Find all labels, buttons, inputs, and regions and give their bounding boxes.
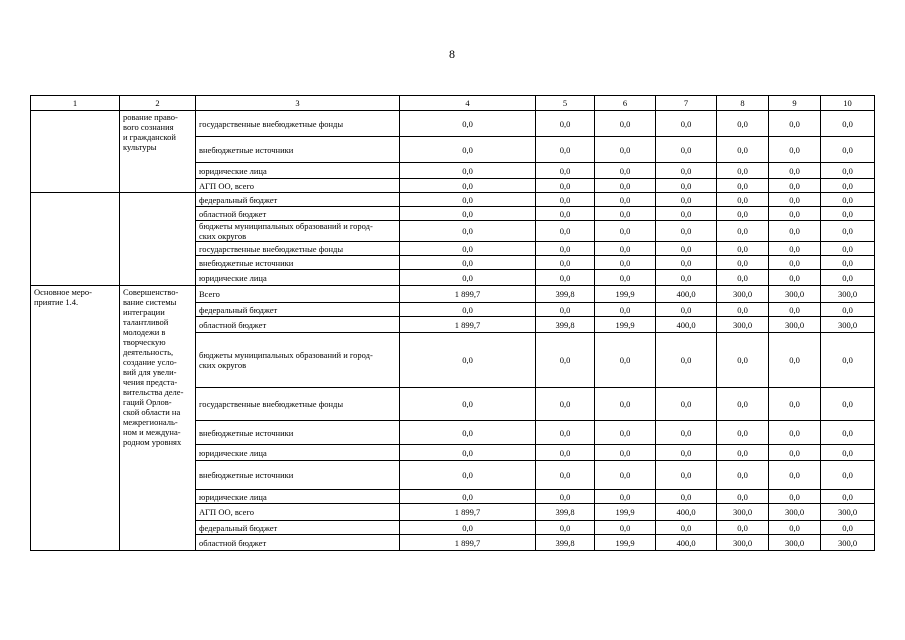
value-cell: 0,0 xyxy=(595,221,656,242)
value-cell: 0,0 xyxy=(717,179,769,193)
value-cell: 0,0 xyxy=(821,111,875,137)
value-cell: 0,0 xyxy=(400,221,536,242)
value-cell: 0,0 xyxy=(717,242,769,256)
value-cell: 399,8 xyxy=(536,504,595,521)
value-cell: 0,0 xyxy=(595,333,656,388)
funding-source-cell: внебюджетные источники xyxy=(196,461,400,490)
value-cell: 0,0 xyxy=(400,461,536,490)
value-cell: 300,0 xyxy=(821,535,875,551)
column-header: 1 xyxy=(31,96,120,111)
value-cell: 0,0 xyxy=(400,242,536,256)
value-cell: 0,0 xyxy=(717,521,769,535)
funding-source-cell: государственные внебюджетные фонды xyxy=(196,388,400,421)
value-cell: 199,9 xyxy=(595,317,656,333)
funding-source-cell: государственные внебюджетные фонды xyxy=(196,111,400,137)
value-cell: 0,0 xyxy=(717,461,769,490)
funding-source-cell: внебюджетные источники xyxy=(196,256,400,270)
value-cell: 0,0 xyxy=(400,445,536,461)
value-cell: 0,0 xyxy=(717,256,769,270)
value-cell: 0,0 xyxy=(769,333,821,388)
value-cell: 0,0 xyxy=(769,111,821,137)
value-cell: 0,0 xyxy=(769,256,821,270)
description-cell: Совершенство- вание системы интеграции талантливой молодежи в творческую деятельность, создание усло- вий для увели- чения предста- вительства деле- гаций Орлов- ской области на межрегиональ- ном и междуна- родном уровнях xyxy=(120,286,196,551)
funding-source-cell: АГП ОО, всего xyxy=(196,504,400,521)
column-header: 3 xyxy=(196,96,400,111)
value-cell: 0,0 xyxy=(656,388,717,421)
value-cell: 0,0 xyxy=(769,163,821,179)
value-cell: 0,0 xyxy=(769,137,821,163)
value-cell: 0,0 xyxy=(595,256,656,270)
value-cell: 0,0 xyxy=(400,333,536,388)
value-cell: 0,0 xyxy=(656,461,717,490)
column-header: 6 xyxy=(595,96,656,111)
funding-source-cell: федеральный бюджет xyxy=(196,521,400,535)
value-cell: 0,0 xyxy=(656,242,717,256)
value-cell: 399,8 xyxy=(536,535,595,551)
column-header: 10 xyxy=(821,96,875,111)
value-cell: 0,0 xyxy=(656,207,717,221)
value-cell: 0,0 xyxy=(536,388,595,421)
value-cell: 0,0 xyxy=(536,221,595,242)
funding-source-cell: юридические лица xyxy=(196,445,400,461)
value-cell: 199,9 xyxy=(595,504,656,521)
value-cell: 0,0 xyxy=(400,256,536,270)
value-cell: 0,0 xyxy=(595,207,656,221)
funding-source-cell: бюджеты муниципальных образований и город- ских округов xyxy=(196,333,400,388)
value-cell: 0,0 xyxy=(400,388,536,421)
funding-source-cell: внебюджетные источники xyxy=(196,421,400,445)
value-cell: 0,0 xyxy=(595,490,656,504)
table-row xyxy=(31,286,875,303)
funding-source-cell: бюджеты муниципальных образований и город- ских округов xyxy=(196,221,400,242)
value-cell: 0,0 xyxy=(769,461,821,490)
value-cell: 0,0 xyxy=(536,445,595,461)
value-cell: 0,0 xyxy=(821,490,875,504)
value-cell: 1 899,7 xyxy=(400,504,536,521)
value-cell: 0,0 xyxy=(717,207,769,221)
value-cell: 0,0 xyxy=(536,137,595,163)
funding-source-cell: юридические лица xyxy=(196,490,400,504)
value-cell: 0,0 xyxy=(769,421,821,445)
value-cell: 0,0 xyxy=(769,445,821,461)
value-cell: 0,0 xyxy=(821,193,875,207)
value-cell: 199,9 xyxy=(595,535,656,551)
value-cell: 0,0 xyxy=(656,111,717,137)
value-cell: 0,0 xyxy=(821,163,875,179)
value-cell: 0,0 xyxy=(400,490,536,504)
value-cell: 0,0 xyxy=(595,137,656,163)
funding-source-cell: АГП ОО, всего xyxy=(196,179,400,193)
value-cell: 0,0 xyxy=(717,111,769,137)
value-cell: 0,0 xyxy=(536,303,595,317)
funding-source-cell: юридические лица xyxy=(196,270,400,286)
value-cell: 0,0 xyxy=(656,221,717,242)
value-cell: 300,0 xyxy=(769,504,821,521)
value-cell: 399,8 xyxy=(536,317,595,333)
value-cell: 0,0 xyxy=(595,242,656,256)
header-row xyxy=(31,96,875,111)
value-cell: 0,0 xyxy=(536,193,595,207)
value-cell: 0,0 xyxy=(769,221,821,242)
value-cell: 0,0 xyxy=(656,303,717,317)
value-cell: 400,0 xyxy=(656,504,717,521)
value-cell: 0,0 xyxy=(595,179,656,193)
value-cell: 0,0 xyxy=(536,461,595,490)
value-cell: 199,9 xyxy=(595,286,656,303)
value-cell: 0,0 xyxy=(717,303,769,317)
value-cell: 300,0 xyxy=(717,535,769,551)
value-cell: 0,0 xyxy=(656,270,717,286)
value-cell: 0,0 xyxy=(595,445,656,461)
value-cell: 0,0 xyxy=(717,388,769,421)
column-header: 7 xyxy=(656,96,717,111)
value-cell: 0,0 xyxy=(656,193,717,207)
column-header: 4 xyxy=(400,96,536,111)
value-cell: 0,0 xyxy=(821,303,875,317)
value-cell: 0,0 xyxy=(821,256,875,270)
value-cell: 0,0 xyxy=(656,521,717,535)
value-cell: 0,0 xyxy=(400,163,536,179)
value-cell: 0,0 xyxy=(821,137,875,163)
value-cell: 300,0 xyxy=(821,317,875,333)
value-cell: 0,0 xyxy=(821,221,875,242)
activity-cell: Основное меро- приятие 1.4. xyxy=(31,286,120,551)
value-cell: 0,0 xyxy=(769,193,821,207)
value-cell: 0,0 xyxy=(717,421,769,445)
value-cell: 1 899,7 xyxy=(400,317,536,333)
column-header: 5 xyxy=(536,96,595,111)
value-cell: 0,0 xyxy=(821,179,875,193)
value-cell: 0,0 xyxy=(717,137,769,163)
value-cell: 0,0 xyxy=(821,242,875,256)
value-cell: 0,0 xyxy=(400,111,536,137)
value-cell: 0,0 xyxy=(821,421,875,445)
value-cell: 1 899,7 xyxy=(400,535,536,551)
value-cell: 0,0 xyxy=(717,490,769,504)
value-cell: 0,0 xyxy=(717,270,769,286)
value-cell: 0,0 xyxy=(400,421,536,445)
funding-source-cell: областной бюджет xyxy=(196,535,400,551)
activity-cell xyxy=(31,193,120,286)
value-cell: 0,0 xyxy=(656,256,717,270)
funding-source-cell: федеральный бюджет xyxy=(196,193,400,207)
value-cell: 0,0 xyxy=(536,333,595,388)
value-cell: 0,0 xyxy=(769,207,821,221)
value-cell: 0,0 xyxy=(769,242,821,256)
value-cell: 0,0 xyxy=(536,256,595,270)
value-cell: 300,0 xyxy=(717,504,769,521)
column-header: 9 xyxy=(769,96,821,111)
value-cell: 0,0 xyxy=(595,163,656,179)
value-cell: 0,0 xyxy=(536,179,595,193)
value-cell: 0,0 xyxy=(717,221,769,242)
funding-source-cell: областной бюджет xyxy=(196,207,400,221)
value-cell: 0,0 xyxy=(656,445,717,461)
value-cell: 0,0 xyxy=(656,333,717,388)
value-cell: 0,0 xyxy=(536,242,595,256)
value-cell: 0,0 xyxy=(656,163,717,179)
value-cell: 0,0 xyxy=(400,521,536,535)
value-cell: 0,0 xyxy=(400,270,536,286)
value-cell: 0,0 xyxy=(769,303,821,317)
funding-source-cell: юридические лица xyxy=(196,163,400,179)
value-cell: 0,0 xyxy=(821,207,875,221)
value-cell: 0,0 xyxy=(717,333,769,388)
value-cell: 300,0 xyxy=(717,286,769,303)
funding-source-cell: внебюджетные источники xyxy=(196,137,400,163)
value-cell: 300,0 xyxy=(821,504,875,521)
value-cell: 0,0 xyxy=(656,179,717,193)
value-cell: 300,0 xyxy=(821,286,875,303)
value-cell: 0,0 xyxy=(769,490,821,504)
value-cell: 399,8 xyxy=(536,286,595,303)
value-cell: 0,0 xyxy=(595,388,656,421)
value-cell: 0,0 xyxy=(536,270,595,286)
description-cell: рование право- вого сознания и гражданской культуры xyxy=(120,111,196,193)
value-cell: 0,0 xyxy=(821,445,875,461)
value-cell: 0,0 xyxy=(595,270,656,286)
value-cell: 0,0 xyxy=(595,421,656,445)
funding-source-cell: федеральный бюджет xyxy=(196,303,400,317)
value-cell: 0,0 xyxy=(595,303,656,317)
table-row xyxy=(31,111,875,137)
value-cell: 300,0 xyxy=(769,317,821,333)
activity-cell xyxy=(31,111,120,193)
value-cell: 0,0 xyxy=(656,421,717,445)
value-cell: 0,0 xyxy=(821,521,875,535)
value-cell: 0,0 xyxy=(400,193,536,207)
value-cell: 0,0 xyxy=(400,303,536,317)
value-cell: 0,0 xyxy=(821,333,875,388)
value-cell: 0,0 xyxy=(769,388,821,421)
value-cell: 0,0 xyxy=(769,270,821,286)
value-cell: 0,0 xyxy=(595,521,656,535)
value-cell: 0,0 xyxy=(595,111,656,137)
value-cell: 0,0 xyxy=(400,207,536,221)
value-cell: 0,0 xyxy=(717,445,769,461)
value-cell: 0,0 xyxy=(400,179,536,193)
value-cell: 0,0 xyxy=(536,207,595,221)
value-cell: 0,0 xyxy=(536,111,595,137)
page-number: 8 xyxy=(449,47,455,61)
value-cell: 400,0 xyxy=(656,317,717,333)
value-cell: 300,0 xyxy=(769,535,821,551)
value-cell: 0,0 xyxy=(717,193,769,207)
value-cell: 0,0 xyxy=(536,521,595,535)
value-cell: 0,0 xyxy=(769,521,821,535)
value-cell: 0,0 xyxy=(536,421,595,445)
value-cell: 400,0 xyxy=(656,535,717,551)
value-cell: 300,0 xyxy=(769,286,821,303)
description-cell xyxy=(120,193,196,286)
value-cell: 0,0 xyxy=(821,270,875,286)
table-row xyxy=(31,193,875,207)
column-header: 2 xyxy=(120,96,196,111)
value-cell: 400,0 xyxy=(656,286,717,303)
funding-source-cell: государственные внебюджетные фонды xyxy=(196,242,400,256)
value-cell: 300,0 xyxy=(717,317,769,333)
value-cell: 1 899,7 xyxy=(400,286,536,303)
value-cell: 0,0 xyxy=(536,490,595,504)
value-cell: 0,0 xyxy=(595,461,656,490)
value-cell: 0,0 xyxy=(717,163,769,179)
value-cell: 0,0 xyxy=(821,388,875,421)
value-cell: 0,0 xyxy=(656,490,717,504)
value-cell: 0,0 xyxy=(595,193,656,207)
value-cell: 0,0 xyxy=(769,179,821,193)
value-cell: 0,0 xyxy=(536,163,595,179)
funding-source-cell: областной бюджет xyxy=(196,317,400,333)
value-cell: 0,0 xyxy=(400,137,536,163)
funding-source-cell: Всего xyxy=(196,286,400,303)
column-header: 8 xyxy=(717,96,769,111)
funding-table xyxy=(30,95,875,551)
value-cell: 0,0 xyxy=(821,461,875,490)
value-cell: 0,0 xyxy=(656,137,717,163)
